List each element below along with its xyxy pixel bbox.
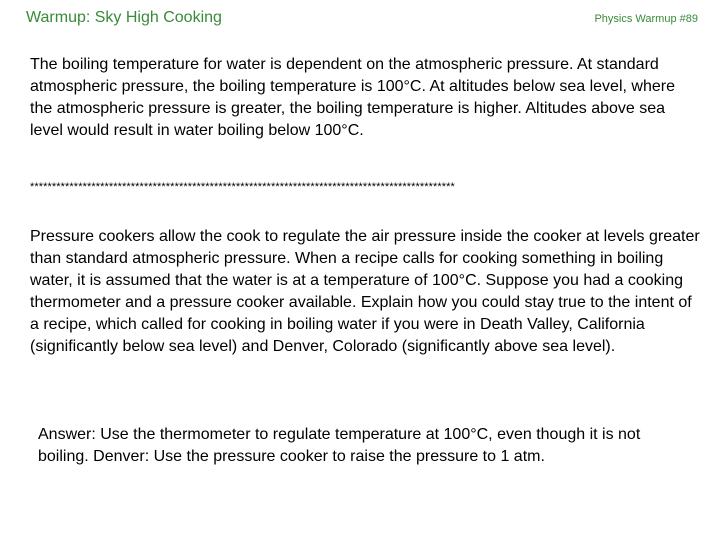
question-paragraph: Pressure cookers allow the cook to regulate the air pressure inside the cooker at levels greater than standard atmospheric pressure. When a recipe calls for cooking something in boiling water, it is assumed that the water is at a temperature of 100°C. Suppose you had a cooking thermometer and a pressure cooker available. Explain how you could stay true to the intent of a recipe, which called for cooking in boiling water if you were in Death Valley, California (significantly below sea level) and Denver, Colorado (significantly above sea level). — [30, 228, 700, 355]
asterisk-divider: ************************************************************************************************* — [30, 181, 455, 193]
slide-title: Warmup: Sky High Cooking — [26, 9, 222, 26]
warmup-number: Physics Warmup #89 — [594, 13, 698, 25]
answer-paragraph: Answer: Use the thermometer to regulate temperature at 100°C, even though it is not boiling. Denver: Use the pressure cooker to raise the pressure to 1 atm. — [38, 426, 641, 465]
intro-paragraph: The boiling temperature for water is dependent on the atmospheric pressure. At standard atmospheric pressure, the boiling temperature is 100°C. At altitudes below sea level, where the atmospheric pressure is greater, the boiling temperature is higher. Altitudes above sea level would result in water boiling below 100°C. — [30, 56, 675, 139]
